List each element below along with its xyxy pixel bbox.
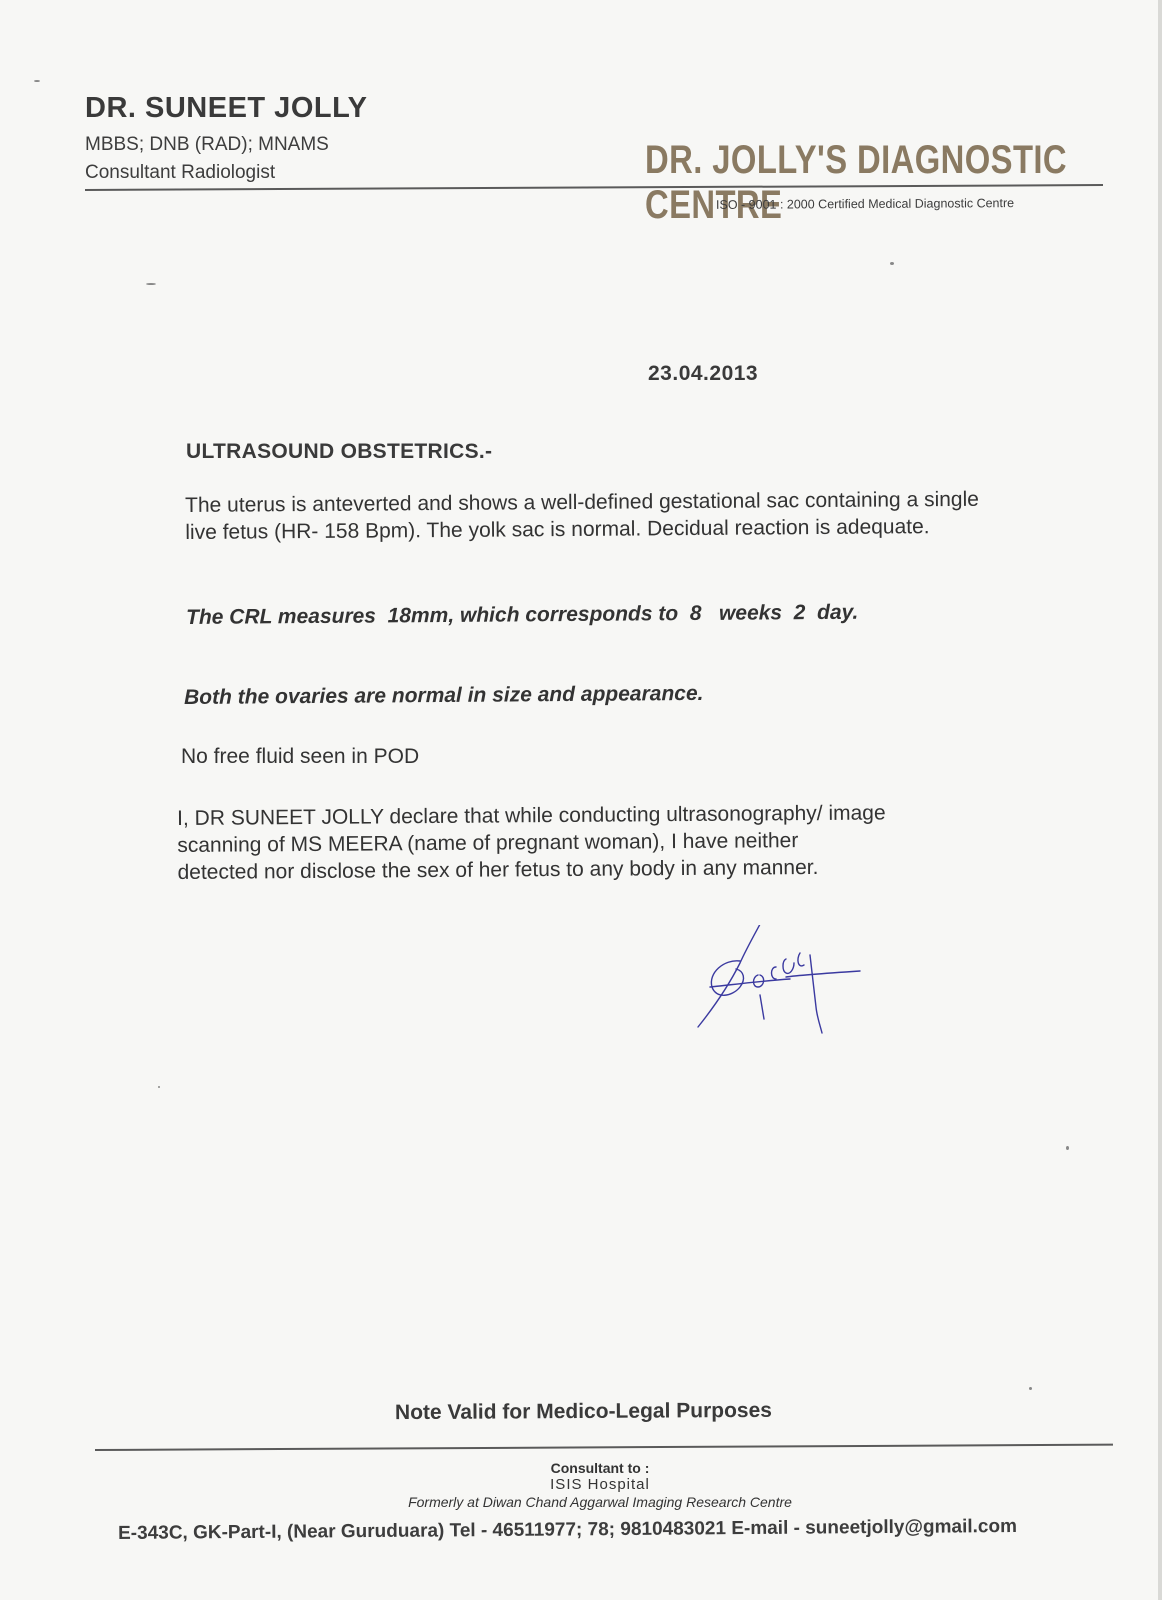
centre-name: DR. JOLLY'S DIAGNOSTIC CENTRE xyxy=(645,138,1068,227)
scan-speck xyxy=(158,1086,160,1088)
footer-divider xyxy=(95,1444,1113,1451)
report-date: 23.04.2013 xyxy=(648,362,759,385)
ovaries-statement: Both the ovaries are normal in size and appearance. xyxy=(184,681,704,709)
scan-speck xyxy=(34,80,40,82)
scan-speck xyxy=(146,283,156,285)
medico-legal-note: Note Valid for Medico-Legal Purposes xyxy=(394,1398,772,1425)
consultant-label: Consultant to : xyxy=(550,1460,650,1476)
report-heading: ULTRASOUND OBSTETRICS.- xyxy=(186,440,493,463)
doctor-qualifications: MBBS; DNB (RAD); MNAMS xyxy=(85,134,329,155)
iso-certification: ISO - 9001 : 2000 Certified Medical Diagnostic Centre xyxy=(715,196,1015,212)
doctor-name: DR. SUNEET JOLLY xyxy=(85,92,368,124)
formerly-note: Formerly at Diwan Chand Aggarwal Imaging Research Centre xyxy=(408,1494,792,1510)
doctor-role: Consultant Radiologist xyxy=(85,162,276,183)
fluid-statement: No free fluid seen in POD xyxy=(181,745,420,768)
contact-address: E-343C, GK-Part-I, (Near Guruduara) Tel - 46511977; 78; 9810483021 E-mail - suneetjolly@gmail.com xyxy=(118,1515,1018,1544)
findings-paragraph: The uterus is anteverted and shows a well-defined gestational sac containing a single live fetus (HR- 158 Bpm). The yolk sac is normal. Decidual reaction is adequate. xyxy=(185,487,980,544)
consultant-hospital: ISIS Hospital xyxy=(550,1476,650,1493)
scan-edge xyxy=(1158,0,1162,1600)
scan-speck xyxy=(890,262,894,265)
scan-speck xyxy=(1029,1387,1032,1390)
scan-speck xyxy=(1066,1146,1069,1150)
crl-statement: The CRL measures 18mm, which corresponds to 8 weeks 2 day. xyxy=(186,600,859,629)
declaration-paragraph: I, DR SUNEET JOLLY declare that while conducting ultrasonography/ image scanning of MS MEERA (name of pregnant woman), I have neither detected nor disclose the sex of her fetus to any body in any manner. xyxy=(177,801,886,884)
signature xyxy=(690,925,890,1055)
